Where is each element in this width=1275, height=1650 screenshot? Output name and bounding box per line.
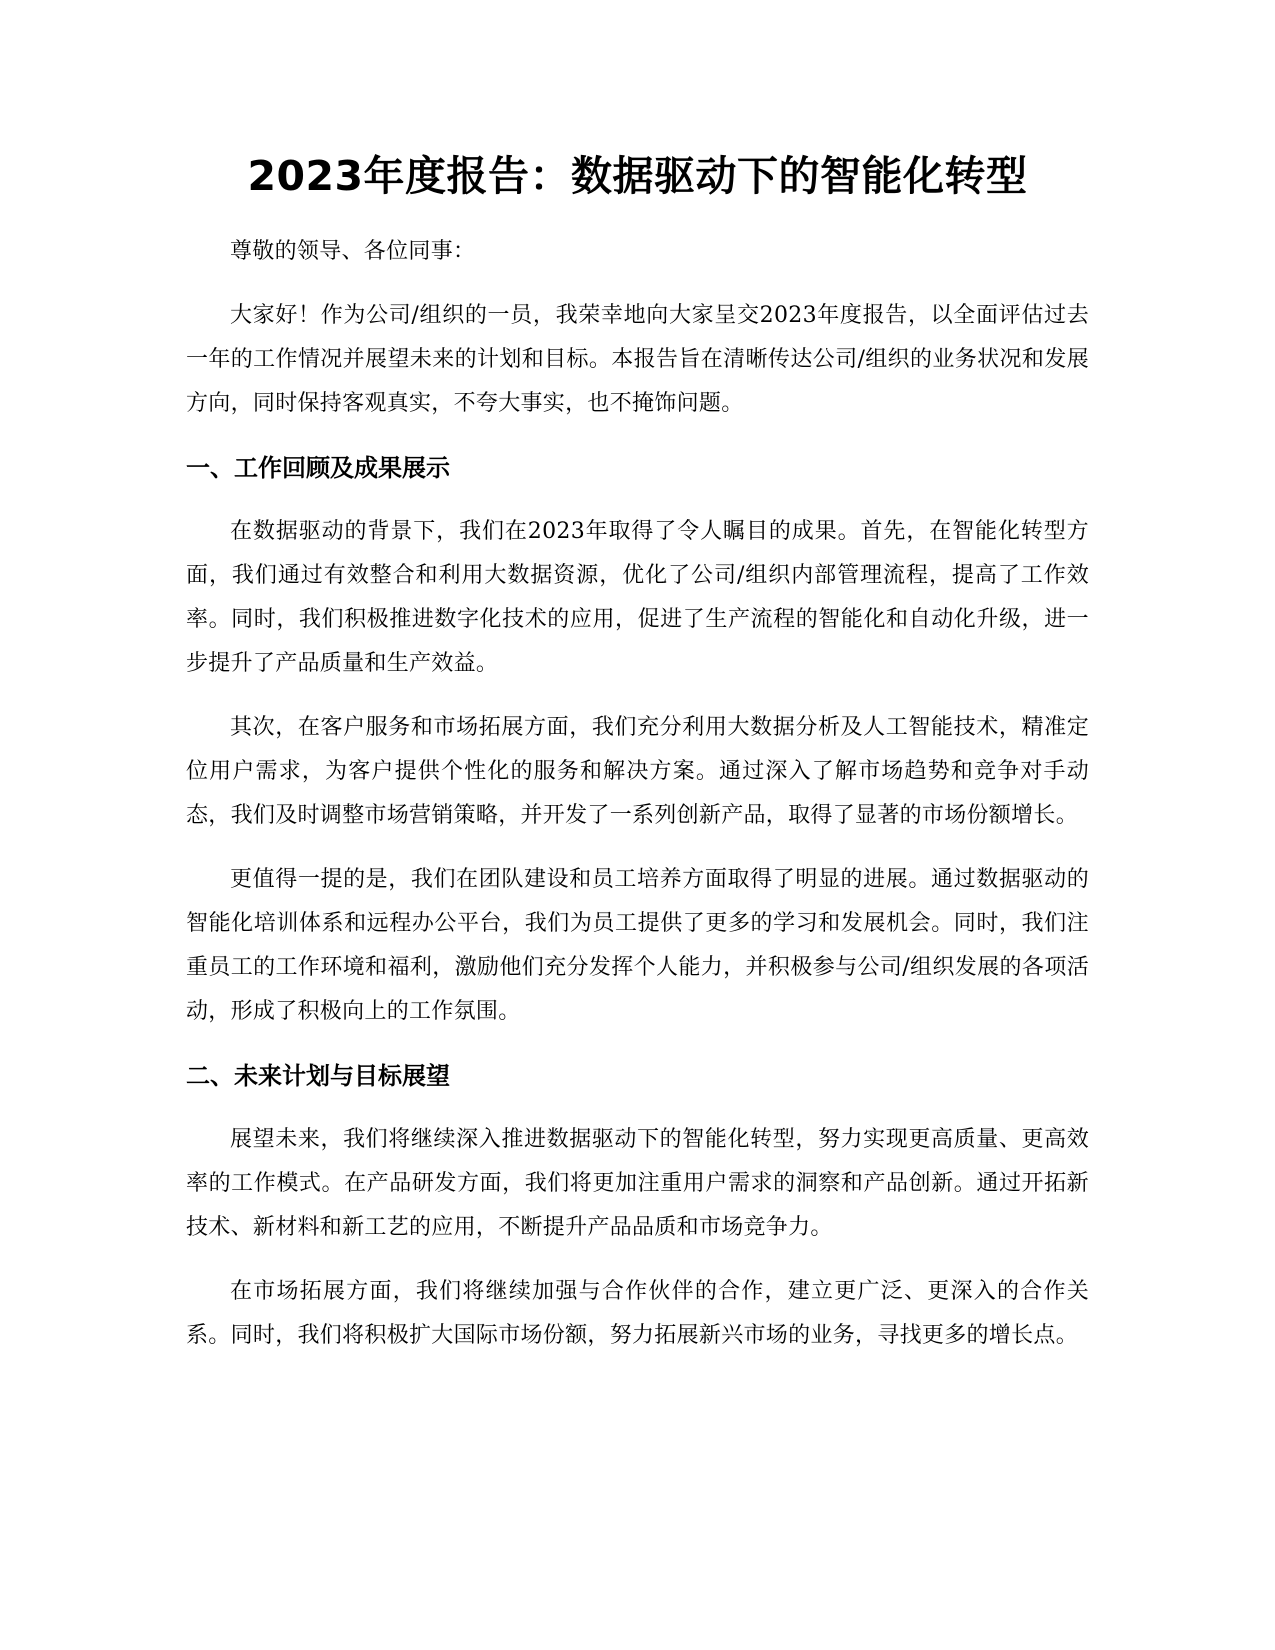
- review-paragraph-2: 其次，在客户服务和市场拓展方面，我们充分利用大数据分析及人工智能技术，精准定位用户需求，为客户提供个性化的服务和解决方案。通过深入了解市场趋势和竞争对手动态，我们及时调整市场营销策略，并开发了一系列创新产品，取得了显著的市场份额增长。: [186, 715, 1089, 828]
- outlook-paragraph-2: 在市场拓展方面，我们将继续加强与合作伙伴的合作，建立更广泛、更深入的合作关系。同时，我们将积极扩大国际市场份额，努力拓展新兴市场的业务，寻找更多的增长点。: [186, 1279, 1089, 1348]
- greeting-paragraph: 尊敬的领导、各位同事：: [230, 239, 476, 264]
- outlook-paragraph-1: 展望未来，我们将继续深入推进数据驱动下的智能化转型，努力实现更高质量、更高效率的工作模式。在产品研发方面，我们将更加注重用户需求的洞察和产品创新。通过开拓新技术、新材料和新工艺的应用，不断提升产品品质和市场竞争力。: [186, 1127, 1089, 1240]
- document-title: 2023年度报告：数据驱动下的智能化转型: [247, 152, 1028, 200]
- intro-paragraph: 大家好！作为公司/组织的一员，我荣幸地向大家呈交2023年度报告，以全面评估过去一年的工作情况并展望未来的计划和目标。本报告旨在清晰传达公司/组织的业务状况和发展方向，同时保持客观真实，不夸大事实，也不掩饰问题。: [186, 303, 1089, 416]
- review-paragraph-3: 更值得一提的是，我们在团队建设和员工培养方面取得了明显的进展。通过数据驱动的智能化培训体系和远程办公平台，我们为员工提供了更多的学习和发展机会。同时，我们注重员工的工作环境和福利，激励他们充分发挥个人能力，并积极参与公司/组织发展的各项活动，形成了积极向上的工作氛围。: [186, 867, 1089, 1024]
- section-heading-review: 一、工作回顾及成果展示: [186, 454, 450, 482]
- review-paragraph-1: 在数据驱动的背景下，我们在2023年取得了令人瞩目的成果。首先，在智能化转型方面，我们通过有效整合和利用大数据资源，优化了公司/组织内部管理流程，提高了工作效率。同时，我们积极推进数字化技术的应用，促进了生产流程的智能化和自动化升级，进一步提升了产品质量和生产效益。: [186, 519, 1089, 676]
- section-heading-outlook: 二、未来计划与目标展望: [186, 1062, 450, 1090]
